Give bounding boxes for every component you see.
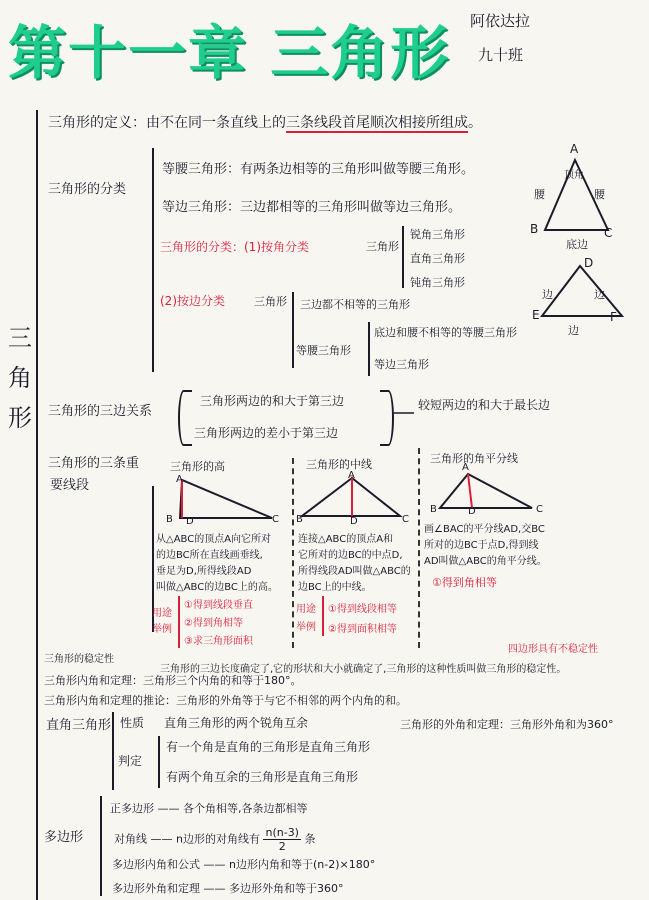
side-title-2: 角 — [8, 364, 32, 392]
alt-label-B: B — [166, 514, 173, 525]
right-judge-brace — [158, 736, 160, 788]
median-use-2: ②得到面积相等 — [328, 624, 397, 635]
page-title: 第十一章 三角形 — [8, 19, 451, 87]
altitude-example-label: 举例 — [152, 624, 172, 635]
eq-side-right: 边 — [594, 288, 605, 301]
exterior-sum-row: 多边形外角和定理 —— 多边形外角和等于360° — [112, 882, 344, 895]
altitude-use-1: ①得到线段垂直 — [184, 600, 253, 611]
altitude-use-brace — [178, 596, 180, 648]
alt-label-C: C — [272, 514, 279, 525]
med-label-C: C — [402, 514, 409, 525]
by-angle-label: 三角形的分类：(1)按角分类 — [160, 240, 309, 254]
stability-text: 三角形的三边长度确定了,它的形状和大小就确定了,三角形的这种性质叫做三角形的稳定性。 — [160, 664, 567, 675]
side-relation-paren-left — [178, 390, 192, 446]
eq-label-D: D — [584, 256, 594, 270]
med-label-B: B — [296, 514, 303, 525]
right-triangle-brace — [112, 712, 114, 790]
side-title-3: 形 — [8, 404, 32, 432]
isosceles-triangle-figure — [530, 140, 640, 250]
isosceles-sub: 底边和腰不相等的等腰三角形 — [374, 326, 517, 339]
bis-label-D: D — [468, 506, 476, 517]
side-relation-paren-right — [380, 390, 394, 446]
side-relation-diff: 三角形两边的差小于第三边 — [194, 426, 339, 440]
angle-sum-label: 三角形内角和定理： — [44, 674, 143, 687]
alt-label-A: A — [176, 474, 183, 485]
right-triangle-label: 直角三角形 — [46, 718, 112, 733]
median-title: 三角形的中线 — [306, 458, 372, 471]
obtuse-triangle: 钝角三角形 — [410, 276, 465, 289]
iso-apex-label: 顶角 — [564, 170, 584, 181]
iso-leg-left: 腰 — [534, 188, 545, 201]
diagonal-label: 对角线 — [114, 832, 147, 846]
right-property: 直角三角形的两个锐角互余 — [164, 716, 309, 730]
equilateral-sub: 等边三角形 — [374, 358, 429, 371]
side-brace — [292, 292, 294, 368]
eq-side-bottom: 边 — [568, 324, 579, 337]
altitude-desc-2: 的边BC所在直线画垂线, — [156, 550, 263, 561]
exterior-sum-theorem: 三角形的外角和定理：三角形外角和为360° — [400, 718, 614, 731]
by-angle-triangle: 三角形 — [366, 240, 399, 253]
diagonal-post: 条 — [304, 832, 316, 846]
segments-divider-1 — [292, 458, 294, 648]
iso-leg-right: 腰 — [594, 188, 605, 201]
bis-label-A: A — [462, 462, 469, 473]
right-property-label: 性质 — [120, 716, 145, 730]
interior-sum-label: 多边形内角和公式 — [112, 858, 200, 871]
alt-label-D: D — [186, 516, 194, 527]
interior-sum-formula: n边形内角和等于(n-2)×180° — [229, 858, 376, 871]
bisector-desc-2: 所对的边BC于点D,得到线 — [424, 540, 539, 551]
diagonal-denominator: 2 — [278, 840, 286, 853]
classification-brace — [152, 148, 154, 372]
altitude-desc-4: 叫做△ABC的边BC上的高。 — [156, 582, 278, 593]
author-class: 九十班 — [478, 46, 524, 64]
median-desc-4: 边BC上的中线。 — [298, 582, 372, 593]
median-use-label: 用途 — [296, 604, 316, 615]
side-relation-sum: 三角形两边的和大于第三边 — [200, 394, 345, 408]
iso-label-A: A — [570, 142, 579, 156]
bisector-desc-1: 画∠BAC的平分线AD,交BC — [424, 524, 545, 535]
altitude-use-3: ③求三角形面积 — [184, 636, 253, 647]
bis-label-B: B — [430, 504, 437, 515]
by-side-triangle: 三角形 — [254, 295, 287, 308]
right-judge-1: 有一个角是直角的三角形是直角三角形 — [166, 740, 371, 754]
bisector-desc-3: AD叫做△ABC的角平分线。 — [424, 556, 547, 567]
eq-label-E: E — [532, 308, 540, 322]
median-example-label: 举例 — [296, 622, 316, 633]
exterior-corollary: 三角形内角和定理的推论：三角形的外角等于与它不相邻的两个内角的和。 — [44, 694, 407, 707]
arrow-icon — [394, 408, 416, 418]
diagonal-numerator: n(n-3) — [265, 826, 299, 839]
interior-sum-row: 多边形内角和公式 —— n边形内角和等于(n-2)×180° — [112, 858, 376, 871]
angle-brace — [402, 226, 404, 288]
med-label-D: D — [350, 516, 358, 527]
angle-sum-row — [44, 672, 302, 688]
definition-text-a: 由不在同一条直线上的 — [146, 115, 286, 131]
median-desc-2: 它所对的边BC的中点D, — [298, 550, 403, 561]
regular-polygon-label: 正多边形 — [110, 802, 154, 815]
polygon-brace — [100, 796, 102, 896]
regular-polygon-def: 各个角相等,各条边都相等 — [183, 802, 308, 815]
segments-divider-2 — [418, 448, 420, 648]
polygon-label: 多边形 — [44, 830, 84, 845]
iso-label-C: C — [604, 226, 613, 240]
stability-label: 三角形的稳定性 — [44, 654, 114, 665]
altitude-use-2: ②得到角相等 — [184, 618, 243, 629]
median-desc-1: 连接△ABC的顶点A和 — [298, 534, 394, 545]
side-title-1: 三 — [8, 324, 32, 352]
exterior-sum-label: 多边形外角和定理 — [112, 882, 200, 895]
median-desc-3: 所得线段AD叫做△ABC的 — [298, 566, 411, 577]
diagonal-fraction — [263, 826, 301, 853]
altitude-desc-3: 垂足为D,所得线段AD — [156, 566, 252, 577]
altitude-title: 三角形的高 — [170, 460, 225, 473]
isosceles-definition: 等腰三角形：有两条边相等的三角形叫做等腰三角形。 — [162, 162, 475, 177]
isosceles-group: 等腰三角形 — [296, 344, 351, 357]
segments-label-a: 三角形的三条重 — [48, 456, 140, 471]
scalene-triangle: 三边都不相等的三角形 — [300, 298, 410, 311]
equilateral-definition: 等边三角形：三边都相等的三角形叫做等边三角形。 — [162, 200, 462, 215]
segments-label-b: 要线段 — [50, 478, 90, 493]
median-use-brace — [322, 596, 324, 636]
right-judge-2: 有两个角互余的三角形是直角三角形 — [166, 770, 359, 784]
bisector-title: 三角形的角平分线 — [430, 452, 518, 465]
regular-polygon-row: 正多边形 —— 各个角相等,各条边都相等 — [110, 802, 308, 815]
definition-label: 三角形的定义： — [48, 115, 146, 131]
side-relation-label: 三角形的三边关系 — [48, 404, 153, 419]
diagonal-pre: n边形的对角线有 — [176, 832, 260, 846]
angle-sum-text: 三角形三个内角的和等于180°。 — [143, 674, 302, 687]
right-judge-label: 判定 — [118, 754, 143, 768]
exterior-sum-formula: 多边形外角和等于360° — [229, 882, 344, 895]
med-label-A: A — [348, 470, 355, 481]
right-triangle: 直角三角形 — [410, 252, 465, 265]
altitude-use-label: 用途 — [152, 608, 172, 619]
eq-side-left: 边 — [542, 288, 553, 301]
altitude-desc-1: 从△ABC的顶点A向它所对 — [156, 534, 272, 545]
isosceles-brace — [368, 322, 370, 376]
definition-text-b: 三条线段首尾顺次相接所组成 — [286, 115, 468, 131]
acute-triangle: 锐角三角形 — [410, 228, 465, 241]
iso-label-B: B — [530, 222, 539, 236]
bisector-use-1: ①得到角相等 — [432, 576, 497, 589]
definition-text-c: 。 — [468, 115, 482, 131]
diagonal-row: 对角线 —— n边形的对角线有 $\frac{n(n-3)}{2}$ 条 — [114, 826, 316, 853]
side-relation-tip: 较短两边的和大于最长边 — [418, 398, 551, 412]
stability-note: 四边形具有不稳定性 — [508, 644, 598, 655]
author-name: 阿依达拉 — [470, 12, 531, 30]
main-brace — [36, 110, 38, 900]
bisector-figure — [432, 470, 542, 518]
median-use-1: ①得到线段相等 — [328, 604, 397, 615]
iso-base-label: 底边 — [566, 238, 588, 251]
classification-label: 三角形的分类 — [48, 182, 127, 197]
by-side-label: (2)按边分类 — [160, 294, 225, 308]
eq-label-F: F — [610, 310, 617, 324]
definition-row — [48, 112, 482, 132]
bis-label-C: C — [536, 504, 543, 515]
